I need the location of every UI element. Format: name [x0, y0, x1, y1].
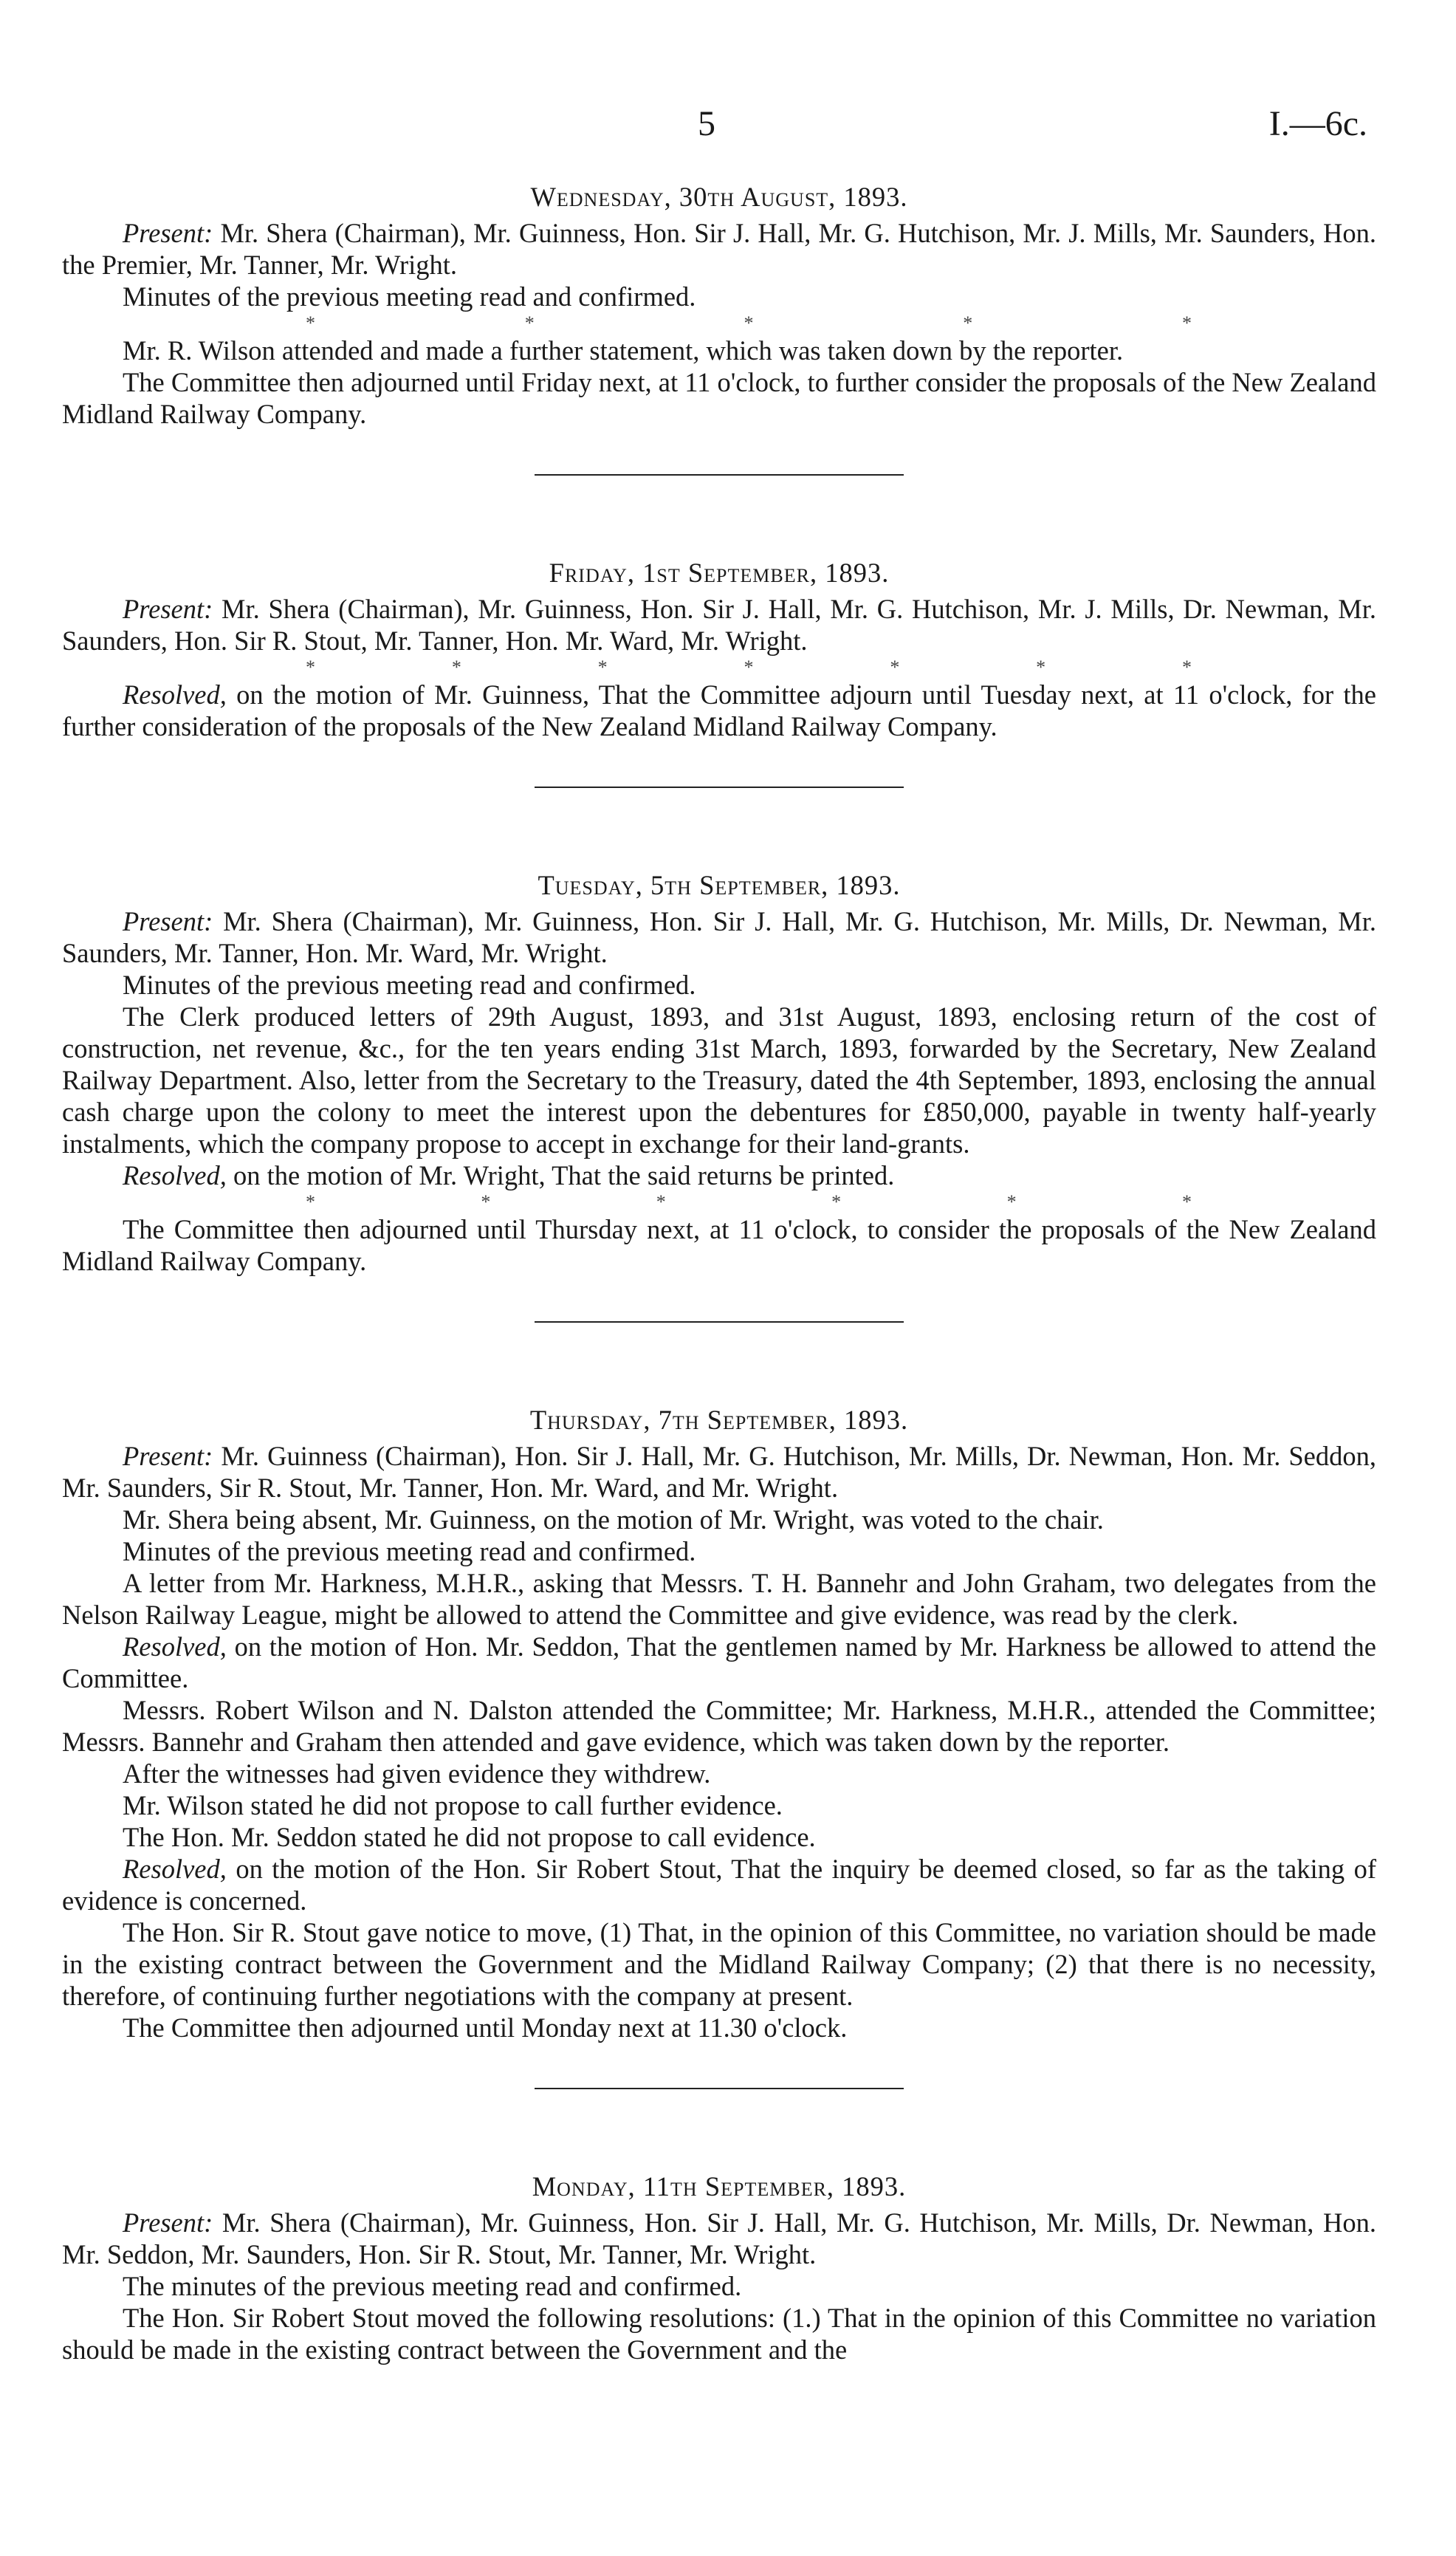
paragraph-lead: Present: — [123, 1441, 213, 1471]
minutes-paragraph — [62, 217, 1376, 281]
minutes-paragraph — [62, 905, 1376, 969]
minutes-paragraph — [62, 1916, 1376, 2012]
asterisk: * — [890, 657, 900, 678]
minutes-paragraph — [62, 281, 1376, 312]
minutes-paragraph — [62, 1535, 1376, 1567]
paragraph-text: Minutes of the previous meeting read and confirmed. — [123, 281, 696, 312]
minutes-paragraph — [62, 1504, 1376, 1535]
meeting-date-heading: Wednesday, 30th August, 1893. — [530, 182, 908, 212]
minutes-paragraph — [62, 1631, 1376, 1694]
omission-asterisks — [62, 1191, 1376, 1213]
paragraph-lead: Present: — [123, 594, 213, 624]
meeting-date-heading: Tuesday, 5th September, 1893. — [538, 870, 901, 900]
minutes-paragraph — [62, 335, 1376, 366]
minutes-paragraph — [62, 1694, 1376, 1758]
paragraph-text: Mr. Shera (Chairman), Mr. Guinness, Hon. Sir J. Hall, Mr. G. Hutchison, Mr. Mills, Dr. Newman, Mr. Saunders, Mr. Tanner, Hon. Mr. Ward, Mr. Wright. — [62, 906, 1376, 968]
paragraph-text: Messrs. Robert Wilson and N. Dalston attended the Committee; Mr. Harkness, M.H.R., attended the Committee; Messrs. Bannehr and Graham then attended and gave evidence, which was taken down by the reporter. — [62, 1695, 1376, 1757]
omission-asterisks — [62, 657, 1376, 679]
meeting-section — [62, 557, 1376, 742]
paragraph-text: The Hon. Sir R. Stout gave notice to move, (1) That, in the opinion of this Committee, no variation should be made in the existing contract between the Government and the Midland Railway Company; (2) that there is no necessity, therefore, of continuing further negotiations with the company at present. — [62, 1917, 1376, 2011]
minutes-paragraph — [62, 1159, 1376, 1191]
asterisk: * — [656, 1191, 666, 1213]
asterisk: * — [481, 1191, 491, 1213]
asterisk: * — [524, 312, 535, 334]
asterisk: * — [831, 1191, 842, 1213]
minutes-paragraph — [62, 969, 1376, 1001]
page-number: 5 — [698, 104, 715, 143]
asterisk: * — [306, 1191, 315, 1213]
meeting-date-heading: Friday, 1st September, 1893. — [549, 558, 890, 588]
paragraph-text: Minutes of the previous meeting read and confirmed. — [123, 970, 696, 1000]
minutes-paragraph — [62, 2012, 1376, 2043]
minutes-paragraph — [62, 1440, 1376, 1504]
section-divider — [535, 787, 904, 788]
paragraph-text: The Committee then adjourned until Thursday next, at 11 o'clock, to consider the proposals of the New Zealand Midland Railway Company. — [62, 1214, 1376, 1276]
paragraph-text: on the motion of Mr. Guinness, That the Committee adjourn until Tuesday next, at 11 o'clock, for the further consideration of the proposals of the New Zealand Midland Railway Company. — [62, 679, 1376, 741]
paragraph-text: The Clerk produced letters of 29th August, 1893, and 31st August, 1893, enclosing return of the cost of construction, net revenue, &c., for the ten years ending 31st March, 1893, forwarded by the Secretary, New Zealand Railway Department. Also, letter from the Secretary to the Treasury, dated the 4th September, 1893, enclosing the annual cash charge upon the colony to meet the interest upon the debentures for £850,000, payable in twenty half-yearly instalments, which the company propose to accept in exchange for their land-grants. — [62, 1001, 1376, 1159]
minutes-paragraph — [62, 1821, 1376, 1853]
paragraph-text: Mr. Shera (Chairman), Mr. Guinness, Hon. Sir J. Hall, Mr. G. Hutchison, Mr. J. Mills, Mr. Saunders, Hon. the Premier, Mr. Tanner, Mr. Wright. — [62, 218, 1376, 280]
minutes-paragraph — [62, 1001, 1376, 1159]
meeting-date-heading: Thursday, 7th September, 1893. — [529, 1405, 909, 1435]
paragraph-text: Mr. Guinness (Chairman), Hon. Sir J. Hall, Mr. G. Hutchison, Mr. Mills, Dr. Newman, Hon. Mr. Seddon, Mr. Saunders, Sir R. Stout, Mr. Tanner, Hon. Mr. Ward, and Mr. Wright. — [62, 1441, 1376, 1503]
minutes-paragraph — [62, 1567, 1376, 1631]
asterisk: * — [744, 657, 754, 678]
meeting-section — [62, 1404, 1376, 2043]
minutes-paragraph — [62, 366, 1376, 430]
paragraph-text: on the motion of Hon. Mr. Seddon, That the gentlemen named by Mr. Harkness be allowed to attend the Committee. — [62, 1631, 1376, 1693]
asterisk: * — [1036, 657, 1046, 678]
minutes-paragraph — [62, 2207, 1376, 2270]
paragraph-lead: Resolved, — [123, 1160, 227, 1190]
omission-asterisks — [62, 312, 1376, 335]
paragraph-text: The Committee then adjourned until Monday next at 11.30 o'clock. — [123, 2012, 848, 2043]
paragraph-text: Mr. Shera being absent, Mr. Guinness, on the motion of Mr. Wright, was voted to the chair. — [123, 1504, 1104, 1535]
asterisk: * — [597, 657, 608, 678]
paragraph-text: A letter from Mr. Harkness, M.H.R., asking that Messrs. T. H. Bannehr and John Graham, two delegates from the Nelson Railway League, might be allowed to attend the Committee and give evidence, was read by the clerk. — [62, 1568, 1376, 1630]
paragraph-lead: Present: — [123, 218, 213, 248]
paragraph-text: on the motion of Mr. Wright, That the said returns be printed. — [226, 1160, 895, 1190]
asterisk: * — [306, 312, 315, 334]
paragraph-text: After the witnesses had given evidence they withdrew. — [123, 1758, 711, 1789]
asterisk: * — [963, 312, 973, 334]
section-divider — [535, 474, 904, 476]
paragraph-text: Mr. Shera (Chairman), Mr. Guinness, Hon. Sir J. Hall, Mr. G. Hutchison, Mr. Mills, Dr. Newman, Hon. Mr. Seddon, Mr. Saunders, Hon. Sir R. Stout, Mr. Tanner, Mr. Wright. — [62, 2207, 1376, 2269]
paragraph-text: Mr. R. Wilson attended and made a further statement, which was taken down by the reporter. — [123, 335, 1124, 366]
asterisk: * — [306, 657, 315, 678]
minutes-paragraph — [62, 2270, 1376, 2302]
paragraph-lead: Resolved, — [123, 1854, 227, 1884]
minutes-paragraph — [62, 1853, 1376, 1916]
meeting-date-heading: Monday, 11th September, 1893. — [532, 2171, 907, 2202]
meeting-section — [62, 2170, 1376, 2365]
paragraph-text: on the motion of the Hon. Sir Robert Stout, That the inquiry be deemed closed, so far as the taking of evidence is concerned. — [62, 1854, 1376, 1916]
minutes-paragraph — [62, 1789, 1376, 1821]
paragraph-lead: Present: — [123, 906, 213, 936]
paragraph-lead: Present: — [123, 2207, 213, 2238]
paragraph-text: Mr. Wilson stated he did not propose to call further evidence. — [123, 1790, 783, 1820]
asterisk: * — [451, 657, 461, 678]
document-reference: I.—6c. — [1268, 104, 1367, 143]
paragraph-text: The Hon. Sir Robert Stout moved the following resolutions: (1.) That in the opinion of this Committee no variation should be made in the existing contract between the Government and the — [62, 2303, 1376, 2365]
minutes-paragraph — [62, 593, 1376, 657]
minutes-paragraph — [62, 1758, 1376, 1789]
paragraph-text: The Committee then adjourned until Friday next, at 11 o'clock, to further consider the proposals of the New Zealand Midland Railway Company. — [62, 367, 1376, 429]
paragraph-text: Mr. Shera (Chairman), Mr. Guinness, Hon. Sir J. Hall, Mr. G. Hutchison, Mr. J. Mills, Dr. Newman, Mr. Saunders, Hon. Sir R. Stout, Mr. Tanner, Hon. Mr. Ward, Mr. Wright. — [62, 594, 1376, 656]
meeting-section — [62, 181, 1376, 430]
paragraph-lead: Resolved, — [123, 679, 227, 710]
paragraph-text: Minutes of the previous meeting read and confirmed. — [123, 1536, 696, 1566]
asterisk: * — [744, 312, 754, 334]
paragraph-text: The Hon. Mr. Seddon stated he did not propose to call evidence. — [123, 1822, 816, 1852]
minutes-paragraph — [62, 1213, 1376, 1277]
minutes-paragraph — [62, 2302, 1376, 2365]
asterisk: * — [1182, 312, 1192, 334]
section-divider — [535, 2088, 904, 2089]
asterisk: * — [1181, 1191, 1192, 1213]
minutes-body — [62, 181, 1376, 2365]
minutes-paragraph — [62, 679, 1376, 742]
paragraph-text: The minutes of the previous meeting read and confirmed. — [123, 2271, 742, 2301]
asterisk: * — [1181, 657, 1192, 678]
section-divider — [535, 1321, 904, 1323]
asterisk: * — [1006, 1191, 1017, 1213]
paragraph-lead: Resolved, — [123, 1631, 227, 1662]
meeting-section — [62, 869, 1376, 1277]
